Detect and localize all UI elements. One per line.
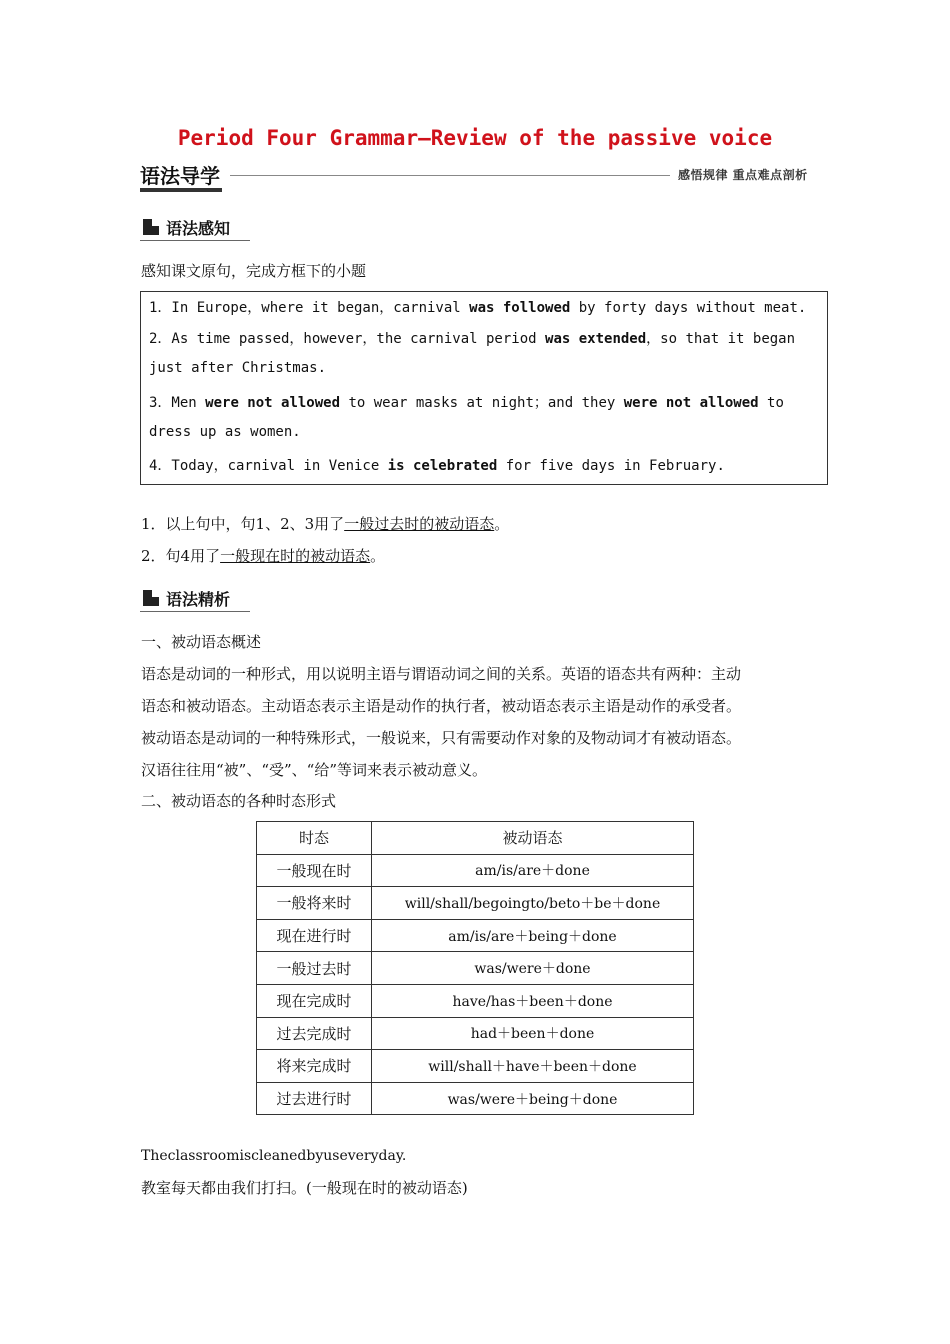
table-row bbox=[257, 887, 694, 920]
instruction-text: 感知课文原句，完成方框下的小题 bbox=[141, 262, 367, 280]
banner-underline bbox=[140, 188, 222, 192]
table-header-row bbox=[257, 822, 694, 855]
table-header: 被动语态 bbox=[372, 822, 694, 855]
table-cell: have/has＋been＋done bbox=[372, 984, 694, 1017]
answer-2: 一般现在时的被动语态 bbox=[220, 547, 371, 565]
table-row bbox=[257, 1082, 694, 1115]
table-cell: had＋been＋done bbox=[372, 1017, 694, 1050]
sentence-box bbox=[140, 291, 828, 485]
table-header: 时态 bbox=[257, 822, 372, 855]
sentence-1: 1．In Europe，where it began，carnival was followed by forty days without meat. bbox=[149, 300, 807, 316]
table-cell: 一般现在时 bbox=[257, 854, 372, 887]
section-label-grammar-perception: 语法感知 bbox=[166, 219, 231, 238]
question-1: 1．以上句中，句1、2、3用了一般过去时的被动语态。 bbox=[141, 515, 510, 533]
section-square-icon bbox=[143, 590, 159, 606]
table-cell: am/is/are＋done bbox=[372, 854, 694, 887]
table-cell: 过去完成时 bbox=[257, 1017, 372, 1050]
paragraph-line: 语态和被动语态。主动语态表示主语是动作的执行者，被动语态表示主语是动作的承受者。 bbox=[141, 697, 742, 715]
page-title: Period Four Grammar—Review of the passive voice bbox=[177, 126, 773, 150]
table-cell: 一般将来时 bbox=[257, 887, 372, 920]
table-cell: 现在完成时 bbox=[257, 984, 372, 1017]
passive-forms-table bbox=[256, 821, 694, 1115]
section-label-grammar-analysis: 语法精析 bbox=[166, 590, 231, 609]
table-cell: 现在进行时 bbox=[257, 919, 372, 952]
section-square-icon bbox=[143, 219, 159, 235]
question-2: 2．句4用了一般现在时的被动语态。 bbox=[141, 547, 386, 565]
paragraph-line: 语态是动词的一种形式，用以说明主语与谓语动词之间的关系。英语的语态共有两种：主动 bbox=[141, 665, 742, 683]
section-underline bbox=[140, 240, 250, 241]
sentence-3: 3．Men were not allowed to wear masks at night；and they were not allowed to bbox=[149, 395, 784, 411]
table-cell: was/were＋being＋done bbox=[372, 1082, 694, 1115]
answer-1: 一般过去时的被动语态 bbox=[344, 515, 495, 533]
table-cell: will/shall＋have＋been＋done bbox=[372, 1050, 694, 1083]
section-underline bbox=[140, 611, 250, 612]
sentence-2-continued: just after Christmas. bbox=[149, 360, 327, 376]
table-cell: 过去进行时 bbox=[257, 1082, 372, 1115]
heading-tense-forms: 二、被动语态的各种时态形式 bbox=[141, 792, 337, 810]
paragraph-line: 被动语态是动词的一种特殊形式，一般说来，只有需要动作对象的及物动词才有被动语态。 bbox=[141, 729, 742, 747]
table-row bbox=[257, 854, 694, 887]
table-row bbox=[257, 919, 694, 952]
banner-right-text: 感悟规律 重点难点剖析 bbox=[678, 168, 808, 182]
heading-overview: 一、被动语态概述 bbox=[141, 633, 262, 651]
table-cell: will/shall/begoingto/beto＋be＋done bbox=[372, 887, 694, 920]
banner-rule bbox=[230, 175, 670, 176]
table-cell: am/is/are＋being＋done bbox=[372, 919, 694, 952]
table-row bbox=[257, 952, 694, 985]
table-cell: was/were＋done bbox=[372, 952, 694, 985]
example-sentence-cn: 教室每天都由我们打扫。(一般现在时的被动语态) bbox=[141, 1179, 468, 1197]
table-cell: 一般过去时 bbox=[257, 952, 372, 985]
banner-title: 语法导学 bbox=[140, 164, 220, 188]
table-cell: 将来完成时 bbox=[257, 1050, 372, 1083]
sentence-3-continued: dress up as women. bbox=[149, 424, 301, 440]
example-sentence-en: Theclassroomiscleanedbyuseveryday. bbox=[141, 1148, 407, 1164]
table-row bbox=[257, 1017, 694, 1050]
table-row bbox=[257, 1050, 694, 1083]
paragraph-line: 汉语往往用“被”、“受”、“给”等词来表示被动意义。 bbox=[141, 761, 488, 779]
sentence-2: 2．As time passed，however，the carnival period was extended，so that it began bbox=[149, 331, 796, 347]
sentence-4: 4．Today，carnival in Venice is celebrated for five days in February. bbox=[149, 458, 725, 474]
table-row bbox=[257, 984, 694, 1017]
